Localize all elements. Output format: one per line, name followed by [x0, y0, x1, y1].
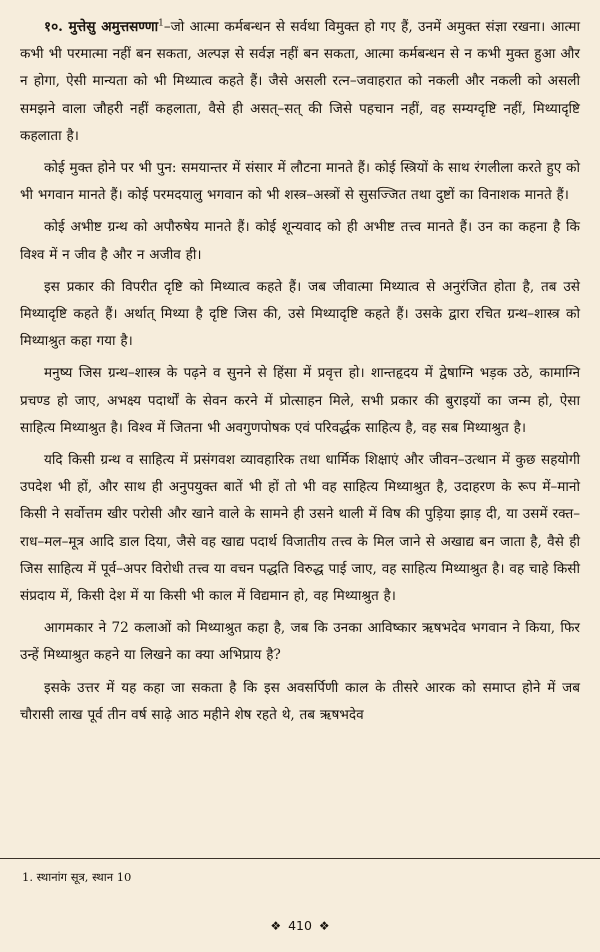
page-number-footer	[0, 918, 600, 933]
paragraph-8: इसके उत्तर में यह कहा जा सकता है कि इस अवसर्पिणी काल के तीसरे आरक को समाप्त होने में जब चौरासी लाख पूर्व तीन वर्ष साढ़े आठ महीने शेष रहते थे, तब ऋषभदेव	[20, 679, 580, 723]
paragraph-6: यदि किसी ग्रन्थ व साहित्य में प्रसंगवश व्यावहारिक तथा धार्मिक शिक्षाएं और जीवन–उत्थान में कुछ सहयोगी उपदेश भी हों, और साथ ही अनुपयुक्त बातें भी हों तो भी वह साहित्य मिथ्याश्रुत है, उदाहरण के रूप में–मानो किसी ने सर्वोत्तम खीर परोसी और खाने वाले के सामने ही उसने थाली में विष की पुड़िया झाड़ दी, या उसमें रक्त–राध–मल–मूत्र आदि डाल दिया, जैसे वह खाद्य पदार्थ विजातीय तत्त्व के मिल जाने से अखाद्य बन जाता है, वैसे ही जिस साहित्य में पूर्व–अपर विरोधी तत्त्व या वचन पद्धति विरुद्ध पाई जाए, वह साहित्य मिथ्याश्रुत है। वह चाहे किसी संप्रदाय में, किसी देश में या किसी भी काल में विद्यमान हो, वह मिथ्याश्रुत है।	[20, 452, 580, 605]
paragraph-7: आगमकार ने 72 कलाओं को मिथ्याश्रुत कहा है, जब कि उनका आविष्कार ऋषभदेव भगवान ने किया, फिर उन्हें मिथ्याश्रुत कहने या लिखने का क्या अभिप्राय है?	[20, 620, 580, 664]
paragraph-text: –जो आत्मा कर्मबन्धन से सर्वथा विमुक्त हो गए हैं, उनमें अमुक्त संज्ञा रखना। आत्मा कभी भी परमात्मा नहीं बन सकता, अल्पज्ञ से सर्वज्ञ नहीं बन सकता, आत्मा कर्मबन्धन से न कभी मुक्त हुआ और न होगा, ऐसी मान्यता को भी मिथ्यात्व कहते हैं। जैसे असली रत्न–जवाहरात को नकली और नकली को असली समझने वाला जौहरी नहीं कहलाता, वैसे ही असत्–सत् की जिसे पहचान नहीं, वह सम्यग्दृष्टि नहीं, मिथ्यादृष्टि कहलाता है।	[20, 19, 580, 144]
ornament-right-icon: ❖	[318, 919, 330, 933]
page-number: 410	[288, 918, 312, 933]
ornament-left-icon: ❖	[270, 919, 282, 933]
paragraph-1	[20, 14, 580, 150]
section-heading: १०. मुत्तेसु अमुत्तसण्णा	[44, 19, 159, 35]
paragraph-2: कोई मुक्त होने पर भी पुन: समयान्तर में संसार में लौटना मानते हैं। कोई स्त्रियों के साथ रंगलीला करते हुए को भी भगवान मानते हैं। कोई परमदयालु भगवान को भी शस्त्र–अस्त्रों से सुसज्जित तथा दुष्टों का विनाशक मानते हैं।	[20, 160, 580, 204]
paragraph-4: इस प्रकार की विपरीत दृष्टि को मिथ्यात्व कहते हैं। जब जीवात्मा मिथ्यात्व से अनुरंजित होता है, तब उसे मिथ्यादृष्टि कहते हैं। अर्थात् मिथ्या है दृष्टि जिस की, उसे मिथ्यादृष्टि कहते हैं। उसके द्वारा रचित ग्रन्थ–शास्त्र को मिथ्याश्रुत कहा गया है।	[20, 278, 580, 350]
paragraph-5: मनुष्य जिस ग्रन्थ–शास्त्र के पढ़ने व सुनने से हिंसा में प्रवृत्त हो। शान्तहृदय में द्वेषाग्नि भड़क उठे, कामाग्नि प्रचण्ड हो जाए, अभक्ष्य पदार्थों के सेवन करने में प्रोत्साहन मिले, सभी प्रकार की बुराइयों का जन्म हो, ऐसा साहित्य मिथ्याश्रुत है। विश्व में जितना भी अवगुणपोषक एवं परिवर्द्धक साहित्य है, वह सब मिथ्याश्रुत है।	[20, 365, 580, 436]
page-body	[20, 14, 580, 734]
footnote-divider	[0, 858, 600, 859]
footnote: 1. स्थानांग सूत्र, स्थान 10	[22, 870, 132, 884]
footnote-ref[interactable]: 1	[158, 18, 164, 29]
paragraph-3: कोई अभीष्ट ग्रन्थ को अपौरुषेय मानते हैं। कोई शून्यवाद को ही अभीष्ट तत्त्व मानते हैं। उन का कहना है कि विश्व में न जीव है और न अजीव ही।	[20, 219, 580, 263]
